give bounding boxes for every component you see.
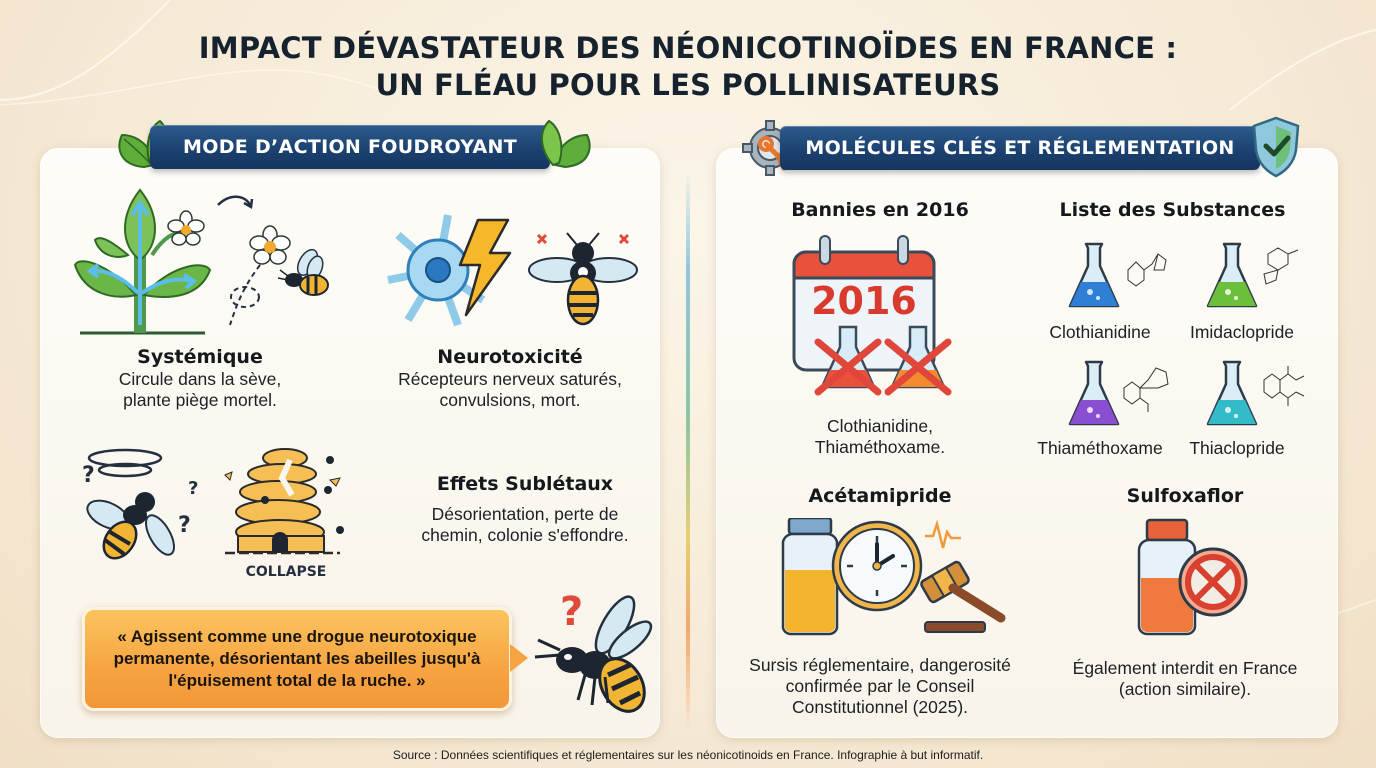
plant-sap-bee-icon [70,185,340,335]
sublethal-title: Effets Sublétaux [436,473,614,495]
neurotoxicity-desc-line-1: Récepteurs nerveux saturés, [398,369,622,389]
neurotoxicity-caption [370,345,650,411]
systemic-title: Systémique [137,346,263,368]
page-title-line-1: IMPACT DÉVASTATEUR DES NÉONICOTINOÏDES EN FRANCE : [198,31,1178,65]
sublethal-desc-line-1: Désorientation, perte de [431,504,619,524]
sublethal-desc-line-2: chemin, colonie s'effondre. [421,525,629,545]
systemic-desc-line-1: Circule dans la sève, [118,369,282,389]
quote-line-1: « Agissent comme une drogue neurotoxique [117,627,477,646]
confused-bee-collapsed-hive-icon [80,440,360,570]
confused-bee-icon [82,450,198,564]
collapsed-hive-icon [225,449,344,553]
sulfoxaflor-caption [1045,658,1325,700]
leaves-right-icon [535,117,595,173]
collapse-label: COLLAPSE [245,564,327,580]
acetamipride-desc-line-2: confirmée par le Conseil [785,676,975,696]
page-title-line-2: UN FLÉAU POUR LES POLLINISATEURS [375,68,1001,102]
sulfoxaflor-heading [1060,484,1310,508]
clock-icon [833,522,921,610]
substance-name: Imidaclopride [1189,322,1295,342]
banned-bottle-icon [1135,518,1255,638]
substance-clothianidine [1035,322,1165,343]
svg-text:?: ? [82,463,95,488]
gavel-icon [920,561,1001,632]
bottle-icon [783,518,837,634]
substances-title: Liste des Substances [1059,199,1286,221]
acetamipride-desc-line-1: Sursis réglementaire, dangerosité [749,655,1011,675]
substance-imidaclopride [1172,322,1312,343]
acetamipride-desc-line-3: Constitutionnel (2025). [791,697,969,717]
banned-2016-desc-line-1: Clothianidine, [826,416,934,436]
svg-text:?: ? [188,478,199,499]
flower-icon [168,211,204,245]
sublethal-caption [390,472,660,546]
page-title [0,30,1376,104]
svg-text:?: ? [178,513,191,538]
quote-tail [510,644,528,672]
molecules-regulation-banner: MOLÉCULES CLÉS ET RÉGLEMENTATION [780,126,1260,170]
banned-2016-desc-line-2: Thiaméthoxame. [814,437,946,457]
acetamipride-caption [735,655,1025,718]
quote-line-3: l'épuisement total de la ruche. » [168,671,426,690]
flask-thiamethoxame-icon [1068,358,1178,433]
quote-callout [82,607,512,711]
sulfoxaflor-desc-line-2: (action similaire). [1118,679,1252,699]
dead-bee-icon [529,233,637,324]
bottle-clock-gavel-icon [775,518,1015,638]
substances-heading [1030,198,1315,222]
calendar-year: 2016 [811,279,917,323]
substance-name: Thiaclopride [1189,438,1285,458]
neuron-dead-bee-icon [378,205,648,335]
flask-thiaclopride-icon [1206,358,1316,433]
sulfoxaflor-title: Sulfoxaflor [1126,485,1244,507]
substance-name: Clothianidine [1049,322,1151,342]
sulfoxaflor-desc-line-1: Également interdit en France [1072,658,1298,678]
substance-thiaclopride [1172,438,1302,459]
shield-check-icon [1250,114,1302,178]
banned-2016-caption [760,416,1000,458]
neurotoxicity-desc-line-2: convulsions, mort. [439,390,581,410]
confused-bee-icon [530,585,655,725]
quote-line-2: permanente, désorientant les abeilles jusqu'à [113,649,481,668]
acetamipride-heading [760,484,1000,508]
banned-2016-title: Bannies en 2016 [791,199,969,221]
source-footnote: Source : Données scientifiques et réglementaires sur les néonicotinoids en France. Infographie à but informatif. [392,748,984,762]
substance-thiamethoxame [1028,438,1172,459]
calendar-banned-flasks-icon [790,232,970,407]
panel-divider [686,170,690,730]
substance-name: Thiaméthoxame [1037,438,1163,458]
banned-2016-heading [760,198,1000,222]
mode-of-action-banner: MODE D’ACTION FOUDROYANT [150,125,550,169]
systemic-caption [80,345,320,411]
svg-text:?: ? [560,589,584,635]
neurotoxicity-title: Neurotoxicité [437,346,583,368]
acetamipride-title: Acétamipride [808,485,952,507]
flask-clothianidine-icon [1068,240,1178,315]
flask-imidaclopride-icon [1206,240,1316,315]
systemic-desc-line-2: plante piège mortel. [123,390,277,410]
